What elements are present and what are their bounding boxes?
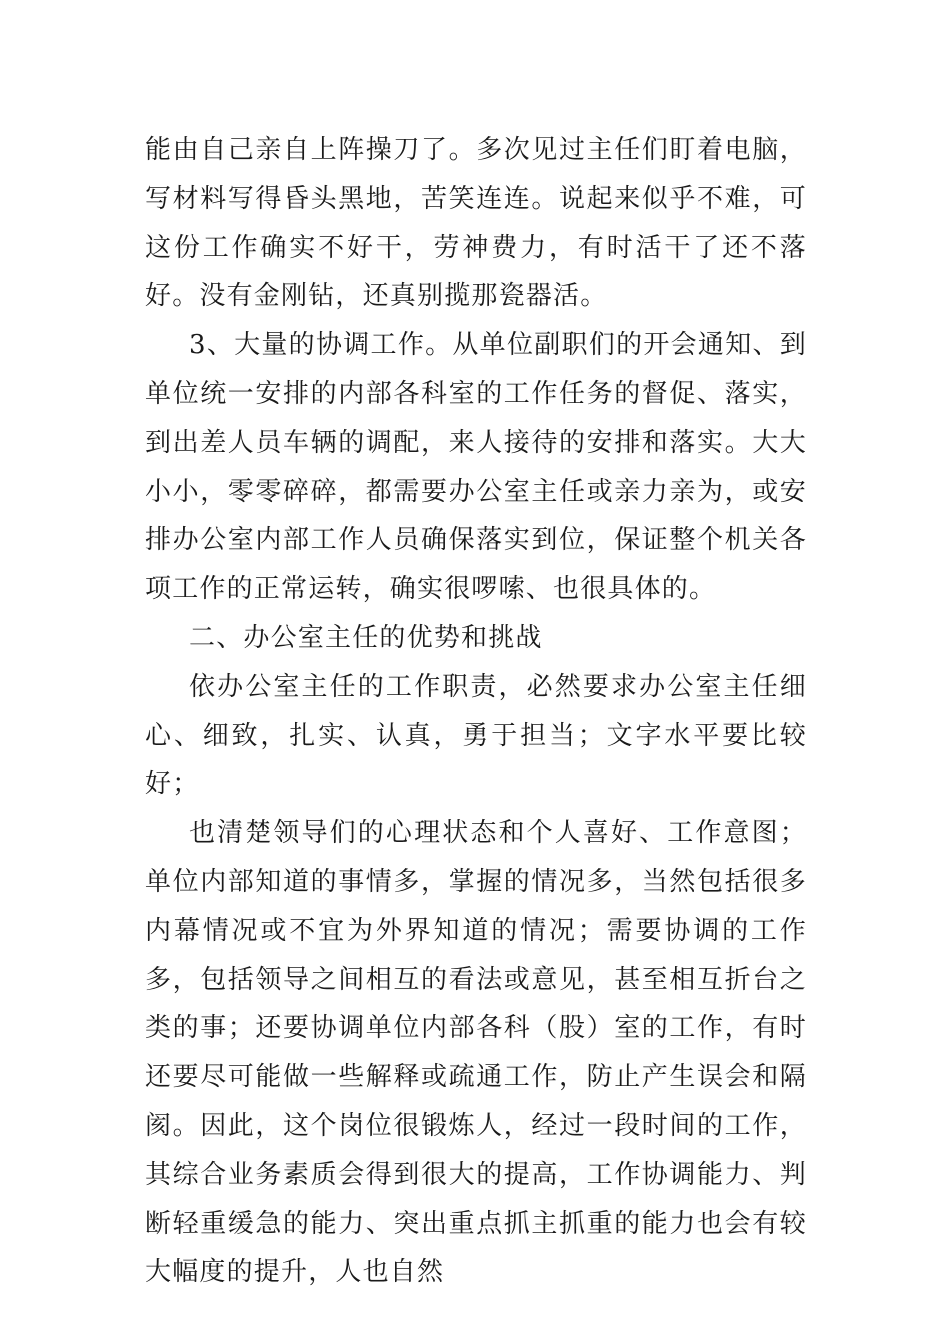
paragraph-2: 3、大量的协调工作。从单位副职们的开会通知、到单位统一安排的内部各科室的工作任务的督促、落实，到出差人员车辆的调配，来人接待的安排和落实。大大小小，零零碎碎，都需要办公室主任或亲力亲为，或安排办公室内部工作人员确保落实到位，保证整个机关各项工作的正常运转，确实很啰嗦、也很具体的。 (145, 330, 807, 605)
paragraph-1: 能由自己亲自上阵操刀了。多次见过主任们盯着电脑，写材料写得昏头黑地，苦笑连连。说起来似乎不难，可这份工作确实不好干，劳神费力，有时活干了还不落好。没有金刚钻，还真别揽那瓷器活。 (145, 135, 807, 312)
paragraph-3: 依办公室主任的工作职责，必然要求办公室主任细心、细致，扎实、认真，勇于担当；文字水平要比较好； (145, 671, 807, 800)
section-heading: 二、办公室主任的优势和挑战 (189, 622, 543, 653)
document-body (145, 126, 807, 1297)
paragraph-4: 也清楚领导们的心理状态和个人喜好、工作意图；单位内部知道的事情多，掌握的情况多，当然包括很多内幕情况或不宜为外界知道的情况；需要协调的工作多，包括领导之间相互的看法或意见，甚至相互折台之类的事；还要协调单位内部各科（股）室的工作，有时还要尽可能做一些解释或疏通工作，防止产生误会和隔阂。因此，这个岗位很锻炼人，经过一段时间的工作，其综合业务素质会得到很大的提高，工作协调能力、判断轻重缓急的能力、突出重点抓主抓重的能力也会有较大幅度的提升，人也自然 (145, 818, 807, 1288)
